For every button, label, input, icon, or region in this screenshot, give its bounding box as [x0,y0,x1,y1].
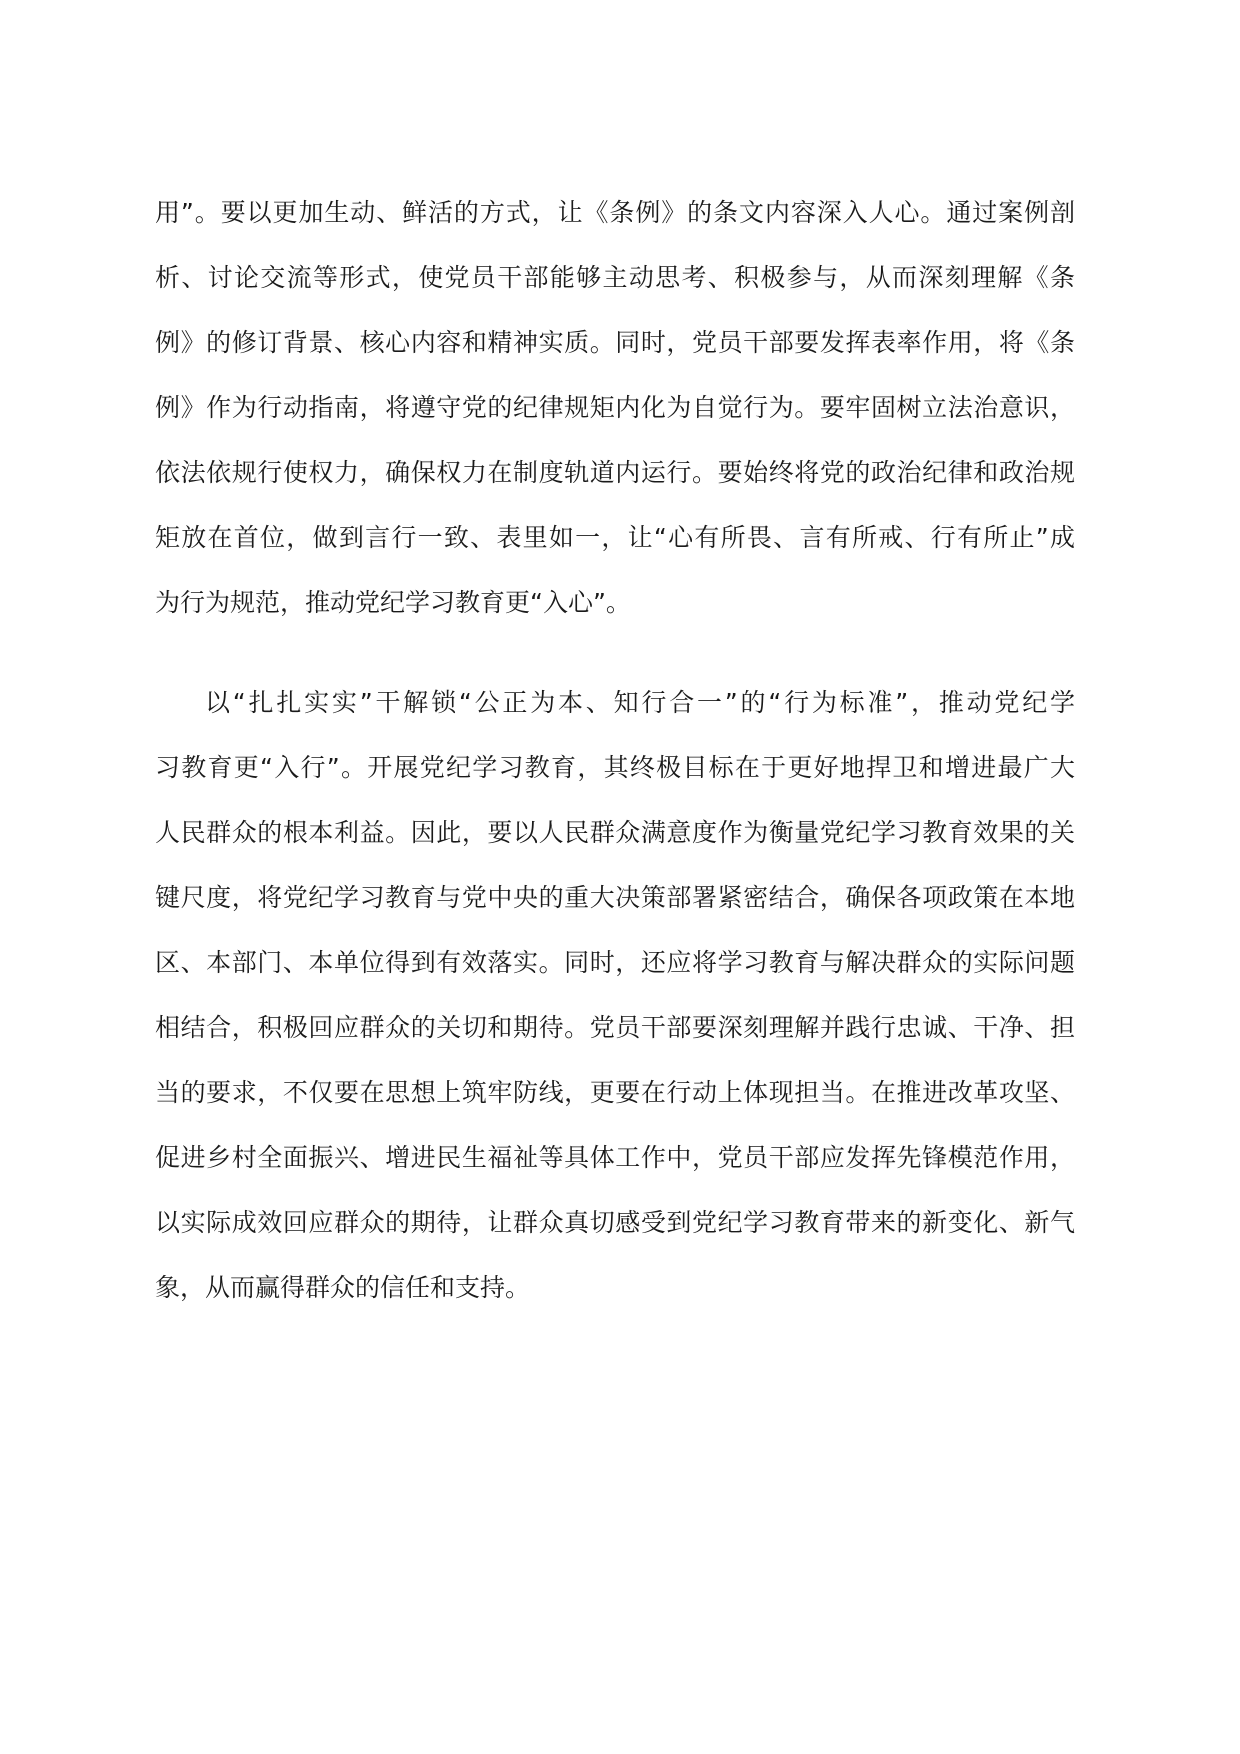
text-line: 以实际成效回应群众的期待，让群众真切感受到党纪学习教育带来的新变化、新气 [155,1208,1075,1237]
text-line: 象，从而赢得群众的信任和支持。 [155,1273,531,1302]
text-line: 为行为规范，推动党纪学习教育更“入心”。 [155,588,631,617]
text-line: 矩放在首位，做到言行一致、表里如一，让“心有所畏、言有所戒、行有所止”成 [155,523,1075,552]
text-line: 例》的修订背景、核心内容和精神实质。同时，党员干部要发挥表率作用，将《条 [155,328,1075,357]
text-line: 当的要求，不仅要在思想上筑牢防线，更要在行动上体现担当。在推进改革攻坚、 [155,1078,1075,1107]
text-line: 例》作为行动指南，将遵守党的纪律规矩内化为自觉行为。要牢固树立法治意识， [155,393,1075,422]
text-line: 习教育更“入行”。开展党纪学习教育，其终极目标在于更好地捍卫和增进最广大 [155,753,1075,782]
text-line: 相结合，积极回应群众的关切和期待。党员干部要深刻理解并践行忠诚、干净、担 [155,1013,1075,1042]
text-line: 依法依规行使权力，确保权力在制度轨道内运行。要始终将党的政治纪律和政治规 [155,458,1075,487]
paragraph-continuation [155,180,1075,635]
text-line: 析、讨论交流等形式，使党员干部能够主动思考、积极参与，从而深刻理解《条 [155,263,1075,292]
paragraph-action-standard [155,670,1075,1320]
text-line: 键尺度，将党纪学习教育与党中央的重大决策部署紧密结合，确保各项政策在本地 [155,883,1075,912]
text-line: 促进乡村全面振兴、增进民生福祉等具体工作中，党员干部应发挥先锋模范作用， [155,1143,1075,1172]
text-line-indented: 以“扎扎实实”干解锁“公正为本、知行合一”的“行为标准”，推动党纪学 [205,688,1075,717]
text-line: 区、本部门、本单位得到有效落实。同时，还应将学习教育与解决群众的实际问题 [155,948,1075,977]
text-line: 人民群众的根本利益。因此，要以人民群众满意度作为衡量党纪学习教育效果的关 [155,818,1075,847]
text-line: 用”。要以更加生动、鲜活的方式，让《条例》的条文内容深入人心。通过案例剖 [155,198,1075,227]
